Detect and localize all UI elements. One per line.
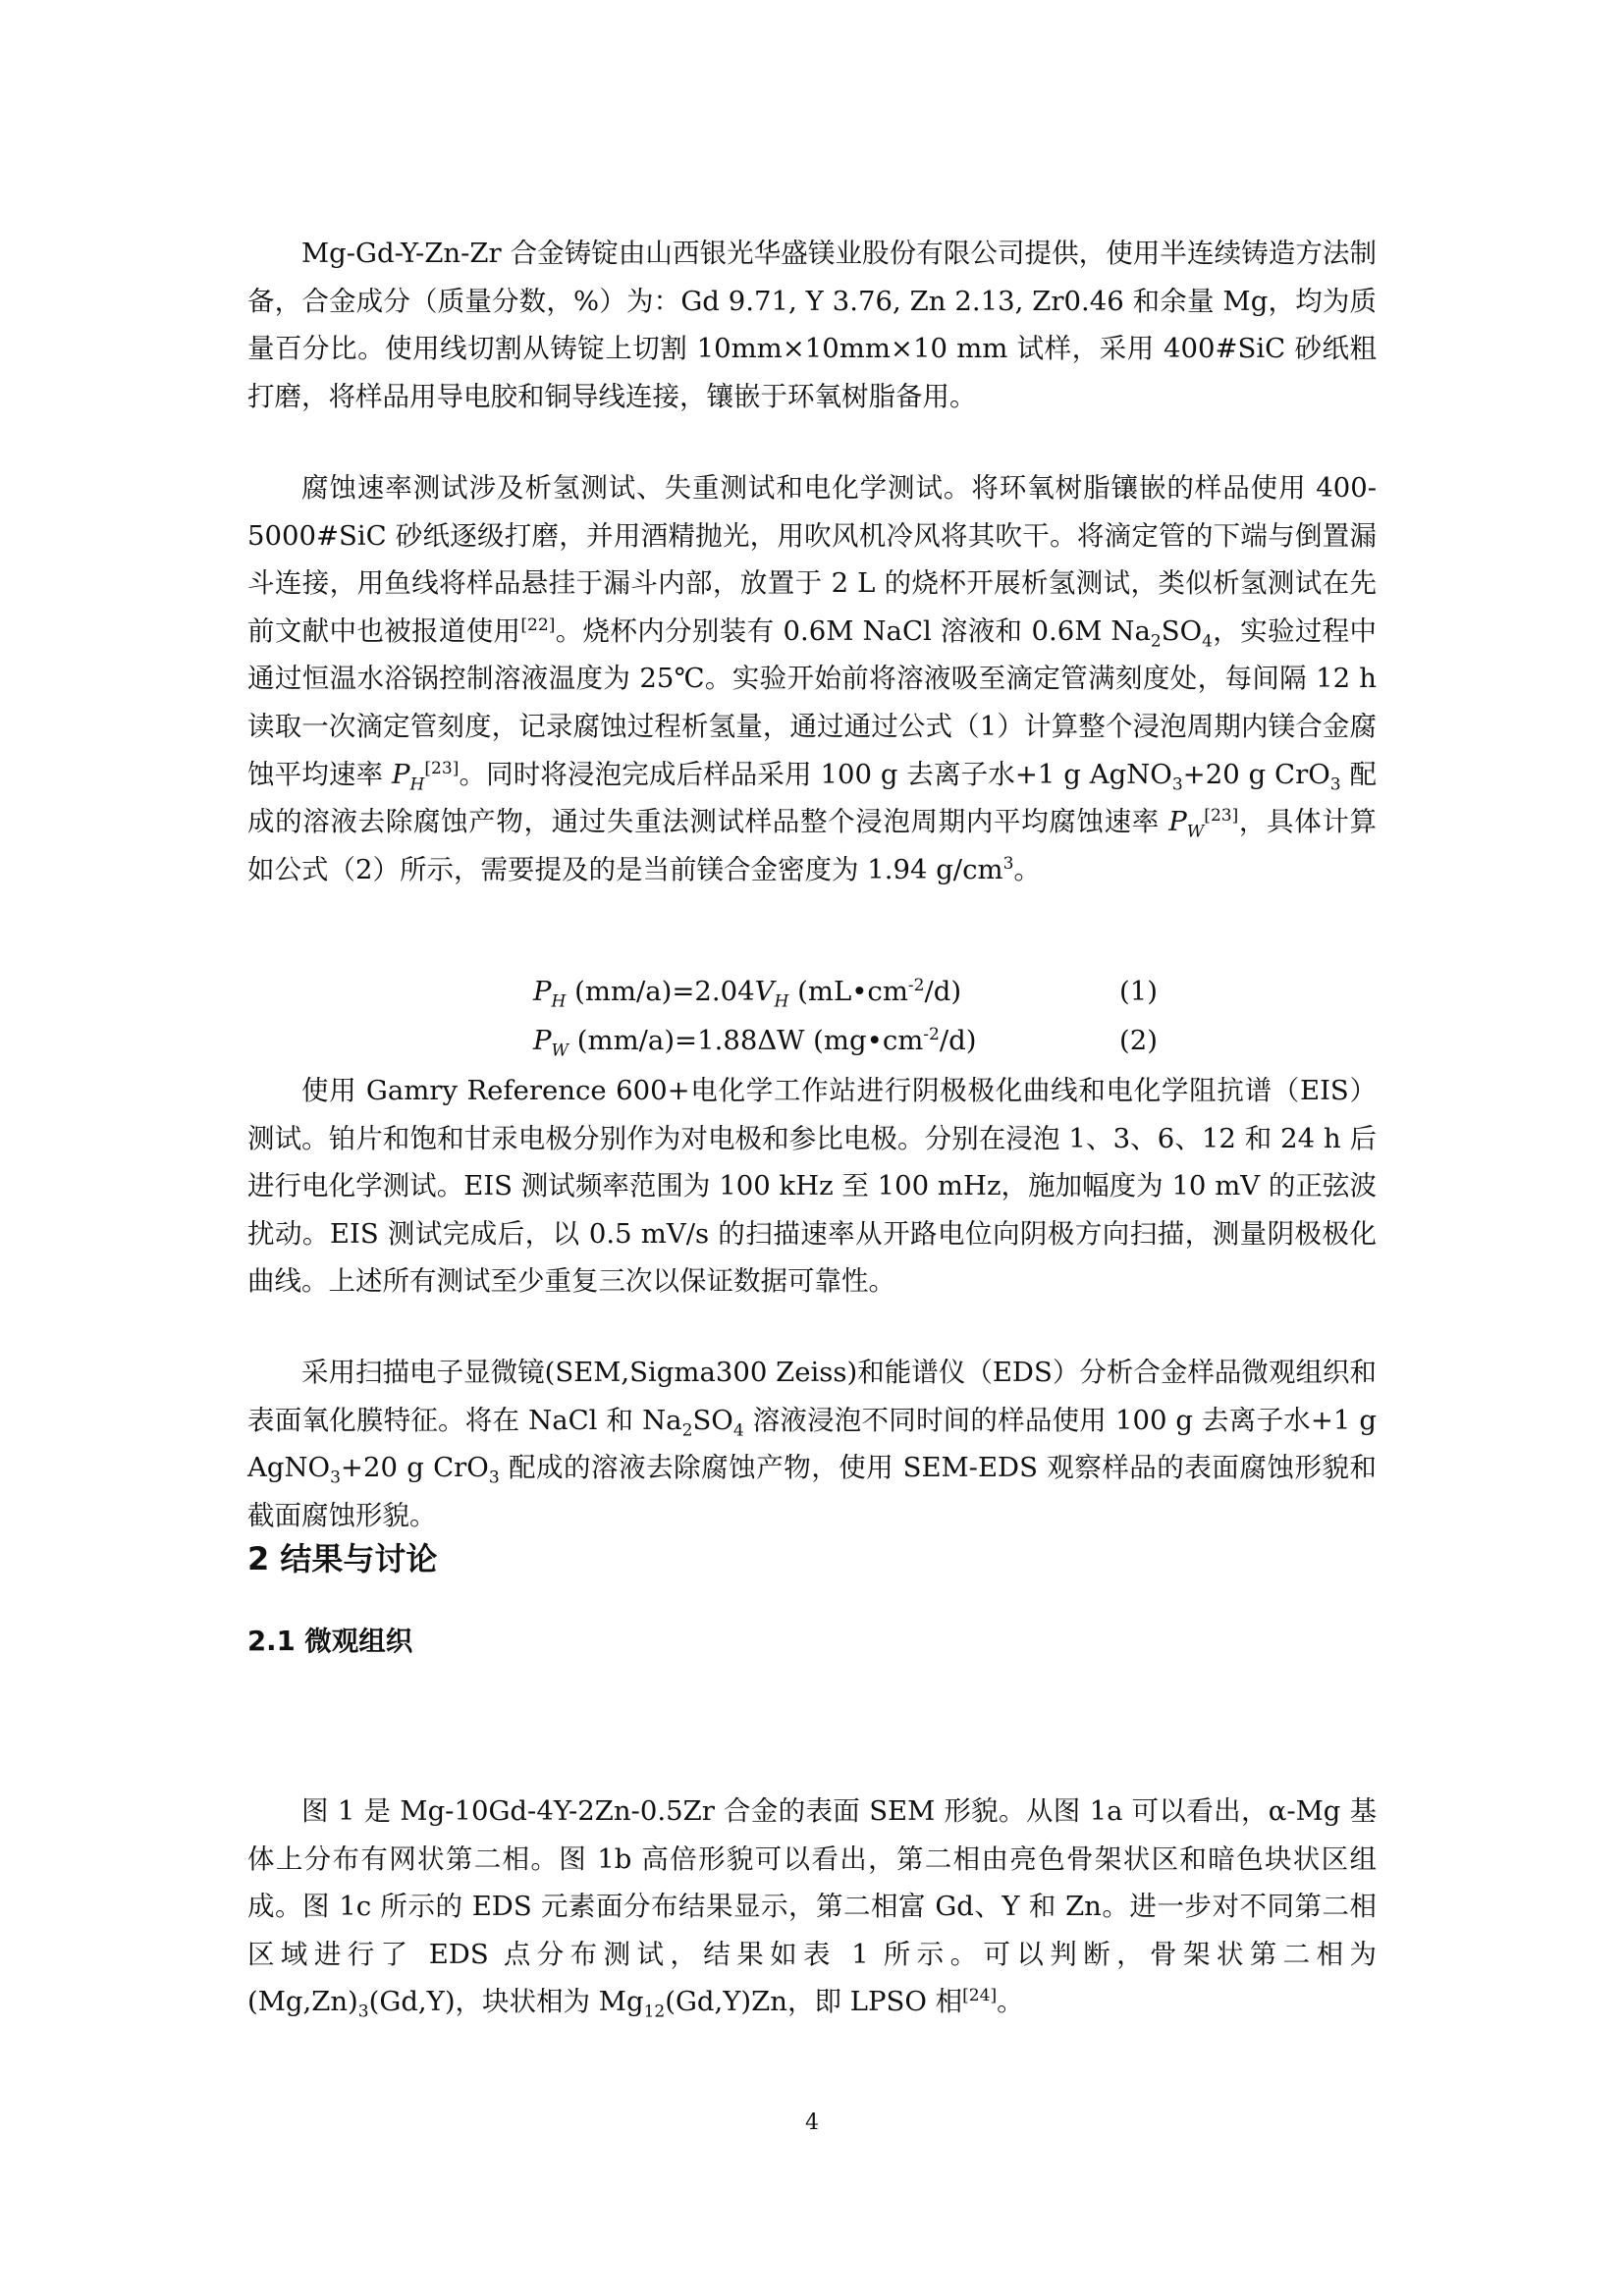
citation: [24] [962,1986,998,2006]
subscript: 4 [1202,631,1213,652]
text-run: (mm/a)=2.04 [566,976,755,1007]
subscript: 4 [732,1420,744,1441]
symbol: P [533,976,552,1007]
subscript: W [1186,822,1205,842]
superscript: -2 [907,975,925,995]
equation-number-2: (2) [1119,1025,1158,1056]
text-run: (mm/a)=1.88ΔW (mg•cm [568,1025,924,1056]
subscript: 3 [488,1468,500,1488]
paragraph-materials: Mg-Gd-Y-Zn-Zr 合金铸锭由山西银光华盛镁业股份有限公司提供，使用半连续铸造方法制备，合金成分（质量分数，%）为：Gd 9.71, Y 3.76, Zn 2.13, Zr0.46 和余量 Mg，均为质量百分比。使用线切割从铸锭上切割 10mm×10mm×10 mm 试样，采用 400#SiC 砂纸粗打磨，将样品用导电胶和铜导线连接，镶嵌于环氧树脂备用。 [247,238,1377,412]
text-run: 配成的溶液去除腐蚀产物，使用 SEM-EDS 观察样品的表面腐蚀形貌和截面腐蚀形貌。 [247,1452,1377,1531]
subsection-heading: 2.1 微观组织 [247,1626,413,1657]
paragraph-electrochemical: 使用 Gamry Reference 600+电化学工作站进行阴极极化曲线和电化学阻抗谱（EIS）测试。铂片和饱和甘汞电极分别作为对电极和参比电极。分别在浸泡 1、3、6、12 和 24 h 后进行电化学测试。EIS 测试频率范围为 100 kHz 至 100 mHz，施加幅度为 10 mV 的正弦波扰动。EIS 测试完成后，以 0.5 mV/s 的扫描速率从开路电位向阴极方向扫描，测量阴极极化曲线。上述所有测试至少重复三次以保证数据可靠性。 [247,1075,1377,1298]
superscript: -2 [923,1024,940,1044]
text-run: /d) [924,976,962,1007]
text-run: 溶液浸泡不同时间的样品使用 100 g 去离子水+1 g AgNO [247,1404,1377,1484]
symbol: P [533,1025,552,1056]
paragraph-sem-eds [247,1349,1377,1539]
subscript: 3 [330,1468,341,1488]
subscript: 3 [357,2002,369,2022]
subscript: W [551,1041,569,1061]
text-run: (Gd,Y)，块状相为 Mg [368,1986,644,2018]
symbol: P [392,758,410,790]
subscript: 2 [1150,631,1162,652]
citation: [22] [520,614,556,635]
subscript: 12 [643,2002,666,2022]
subscript: 3 [1329,774,1341,795]
text-run: SO [692,1404,733,1436]
text-run: 腐蚀速率测试涉及析氢测试、失重测试和电化学测试。将环氧树脂镶嵌的样品使用 400-5000#SiC 砂纸逐级打磨，并用酒精抛光，用吹风机冷风将其吹干。将滴定管的下端与倒置漏斗连接，用鱼线将样品悬挂于漏斗内部，放置于 2 L 的烧杯开展析氢测试，类似析氢测试在先前文献中也被报道使用 [247,472,1377,647]
paragraph-microstructure [247,1788,1377,2026]
page-number: 4 [805,2110,819,2135]
text-run: /d) [939,1025,977,1056]
text-run: 。 [997,1986,1024,2018]
symbol: V [754,976,775,1007]
citation: [23] [424,758,460,778]
superscript: 3 [1002,853,1014,874]
text-run: +20 g CrO [1182,758,1330,790]
equation-1 [533,972,961,1011]
equation-2 [533,1021,977,1060]
text-run: 配成的溶液去除腐蚀产物，通过失重法测试样品整个浸泡周期内平均腐蚀速率 [247,758,1377,838]
subscript: H [774,991,789,1012]
citation: [23] [1204,806,1239,826]
subscript: H [551,991,567,1012]
text-run: ，具体计算如公式（2）所示，需要提及的是当前镁合金密度为 1.94 g/cm [247,806,1378,885]
text-run: (mL•cm [788,976,908,1007]
text-run: +20 g CrO [340,1452,489,1484]
text-run: 图 1 是 Mg-10Gd-4Y-2Zn-0.5Zr 合金的表面 SEM 形貌。从图 1a 可以看出，α-Mg 基体上分布有网状第二相。图 1b 高倍形貌可以看出，第二相由亮色骨架状区和暗色块状区组成。图 1c 所示的 EDS 元素面分布结果显示，第二相富 Gd、Y 和 Zn。进一步对不同第二相区域进行了 EDS 点分布测试，结果如表 1 所示。可以判断，骨架状第二相为(Mg,Zn) [247,1795,1377,2018]
equation-number-1: (1) [1119,976,1158,1007]
subscript: H [409,774,425,795]
subscript: 3 [1171,774,1183,795]
section-heading: 2 结果与讨论 [247,1540,438,1577]
paragraph-corrosion-tests [247,464,1377,893]
text-run: ，实验过程中通过恒温水浴锅控制溶液温度为 25℃。实验开始前将溶液吸至滴定管满刻度处，每间隔 12 h 读取一次滴定管刻度，记录腐蚀过程析氢量，通过通过公式（1）计算整个浸泡周期内镁合金腐蚀平均速率 [247,614,1378,790]
text-run: 。 [1013,853,1041,885]
symbol: P [1168,806,1187,838]
text-run: 。烧杯内分别装有 0.6M NaCl 溶液和 0.6M Na [555,614,1151,647]
text-run: 。同时将浸泡完成后样品采用 100 g 去离子水+1 g AgNO [459,758,1172,790]
text-run: SO [1161,614,1203,647]
subscript: 2 [681,1420,693,1441]
text-run: 采用扫描电子显微镜(SEM,Sigma300 Zeiss)和能谱仪（EDS）分析合金样品微观组织和表面氧化膜特征。将在 NaCl 和 Na [247,1357,1377,1436]
text-run: (Gd,Y)Zn，即 LPSO 相 [665,1986,963,2018]
